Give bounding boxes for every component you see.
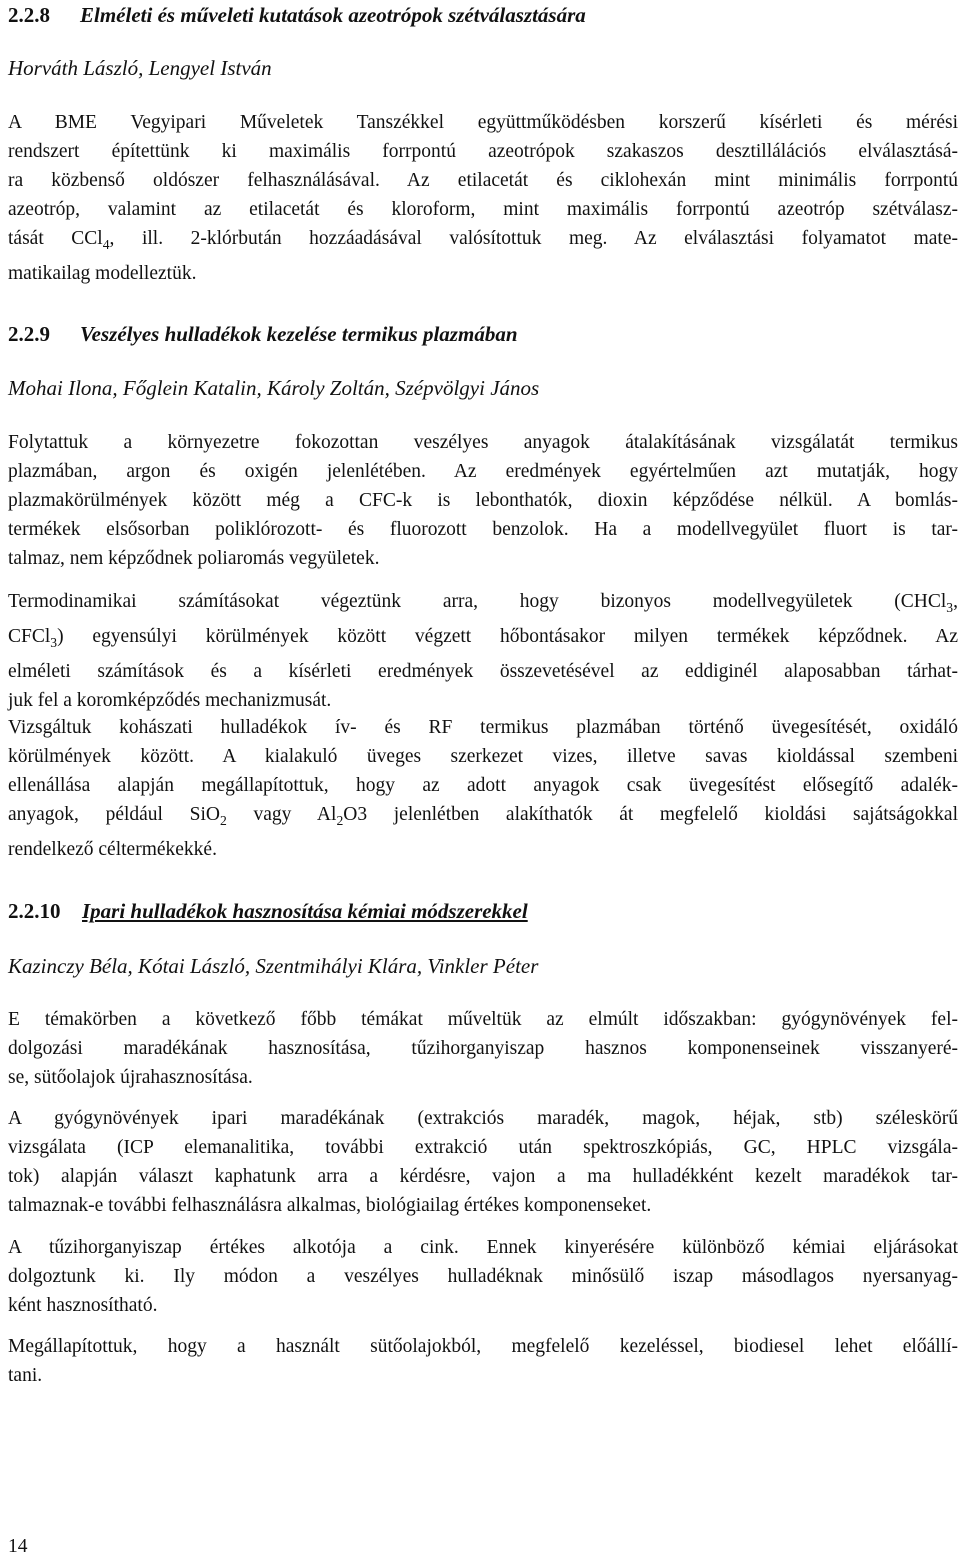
paragraph	[8, 713, 958, 864]
text-line: Folytattuk a környezetre fokozottan veszélyes anyagok átalakításának vizsgálatát termikus	[8, 432, 958, 453]
section-authors: Horváth László, Lengyel István	[8, 56, 272, 80]
text-line: Megállapítottuk, hogy a használt sütőolajokból, megfelelő kezeléssel, biodiesel lehet előállí-	[8, 1336, 958, 1357]
text-line: tását CCl$_4$, ill. 2-klórbután hozzáadásával valósítottuk meg. Az elválasztási folyamatot mate-	[8, 228, 958, 252]
page-number: 14	[8, 1536, 28, 1557]
text-line: dolgozási maradékának hasznosítása, tűzihorganyiszap hasznos komponenseinek visszanyeré-	[8, 1038, 958, 1059]
section-authors: Kazinczy Béla, Kótai László, Szentmihályi Klára, Vinkler Péter	[8, 954, 539, 978]
text-line: A tűzihorganyiszap értékes alkotója a cink. Ennek kinyerésére különböző kémiai eljárásokat	[8, 1237, 958, 1258]
text-line: dolgoztunk ki. Ily módon a veszélyes hulladéknak minősülő iszap másodlagos nyersanyag-	[8, 1266, 958, 1287]
text-line: CFCl$_3$) egyensúlyi körülmények között végzett hőbontásakor milyen termékek képződnek. Az	[8, 625, 958, 650]
text-line: anyagok, például SiO$_2$ vagy $Al_2O3$ jelenlétben alakíthatók át megfelelő kioldási sajátságokkal	[8, 804, 958, 828]
paragraph	[8, 1233, 958, 1320]
text-line: rendelkező céltermékekké.	[8, 838, 217, 860]
text-line: Vizsgáltuk kohászati hulladékok ív- és RF termikus plazmában történő üvegesítését, oxidáló	[8, 717, 958, 738]
text-line: A gyógynövények ipari maradékának (extrakciós maradék, magok, héjak, stb) széleskörű	[8, 1108, 958, 1129]
paragraph	[8, 1104, 958, 1220]
section-number: 2.2.9	[8, 322, 50, 346]
text-line: tani.	[8, 1365, 43, 1386]
paragraph	[8, 1005, 958, 1092]
text-line: azeotróp, valamint az etilacetát és kloroform, mint maximális forrpontú azeotróp szétválasz-	[8, 199, 958, 220]
paragraph	[8, 428, 958, 573]
section-heading	[8, 320, 518, 348]
text-line: ként hasznosítható.	[8, 1295, 158, 1316]
text-line: matikailag modelleztük.	[8, 262, 197, 284]
paragraph	[8, 587, 958, 715]
section-number: 2.2.8	[8, 3, 50, 27]
text-line: körülmények között. A kialakuló üveges szerkezet vizes, illetve savas kioldással szembeni	[8, 746, 958, 767]
text-line: rendszert építettünk ki maximális forrpontú azeotrópok szakaszos desztillálációs elválasztásá-	[8, 141, 958, 162]
section-number: 2.2.10	[8, 899, 61, 923]
text-line: ellenállása alapján megállapítottuk, hogy az adott anyagok csak üvegesítést elősegítő adalék-	[8, 775, 958, 796]
text-line: ra közbenső oldószer felhasználásával. Az etilacetát és ciklohexán mint minimális forrpontú	[8, 170, 958, 191]
paragraph	[8, 108, 958, 288]
section-authors: Mohai Ilona, Főglein Katalin, Károly Zoltán, Szépvölgyi János	[8, 376, 540, 400]
section-heading	[8, 897, 528, 925]
section-title: Elméleti és műveleti kutatások azeotrópok szétválasztására	[80, 3, 586, 27]
text-line: tok) alapján választ kaphatunk arra a kérdésre, vajon a ma hulladékként kezelt maradékok tar-	[8, 1166, 958, 1187]
text-line: Termodinamikai számításokat végeztünk arra, hogy bizonyos modellvegyületek (CHCl$_3$,	[8, 591, 958, 615]
section-title: Ipari hulladékok hasznosítása kémiai módszerekkel	[82, 899, 528, 923]
text-line: se, sütőolajok újrahasznosítása.	[8, 1067, 253, 1088]
text-line: vizsgálata (ICP elemanalitika, további extrakció után spektroszkópiás, GC, HPLC vizsgála-	[8, 1137, 958, 1158]
text-line: termékek elsősorban poliklórozott- és fluorozott benzolok. Ha a modellvegyület fluort is tar-	[8, 519, 958, 540]
text-line: juk fel a koromképződés mechanizmusát.	[8, 689, 332, 711]
paragraph	[8, 1332, 958, 1390]
text-line: elméleti számítások és a kísérleti eredmények összevetésével az eddiginél alaposabban tárhat-	[8, 660, 958, 682]
text-line: plazmakörülmények között még a CFC-k is lebonthatók, dioxin képződése nélkül. A bomlás-	[8, 490, 958, 511]
section-heading	[8, 1, 586, 29]
section-title: Veszélyes hulladékok kezelése termikus plazmában	[80, 322, 518, 346]
text-line: E témakörben a következő főbb témákat műveltük az elmúlt időszakban: gyógynövények fel-	[8, 1009, 958, 1030]
text-line: talmaznak-e további felhasználásra alkalmas, biológiailag értékes komponenseket.	[8, 1195, 652, 1216]
text-line: A BME Vegyipari Műveletek Tanszékkel együttműködésben korszerű kísérleti és mérési	[8, 112, 958, 133]
text-line: plazmában, argon és oxigén jelenlétében. Az eredmények egyértelműen azt mutatják, hogy	[8, 461, 958, 482]
text-line: talmaz, nem képződnek poliaromás vegyületek.	[8, 548, 380, 569]
